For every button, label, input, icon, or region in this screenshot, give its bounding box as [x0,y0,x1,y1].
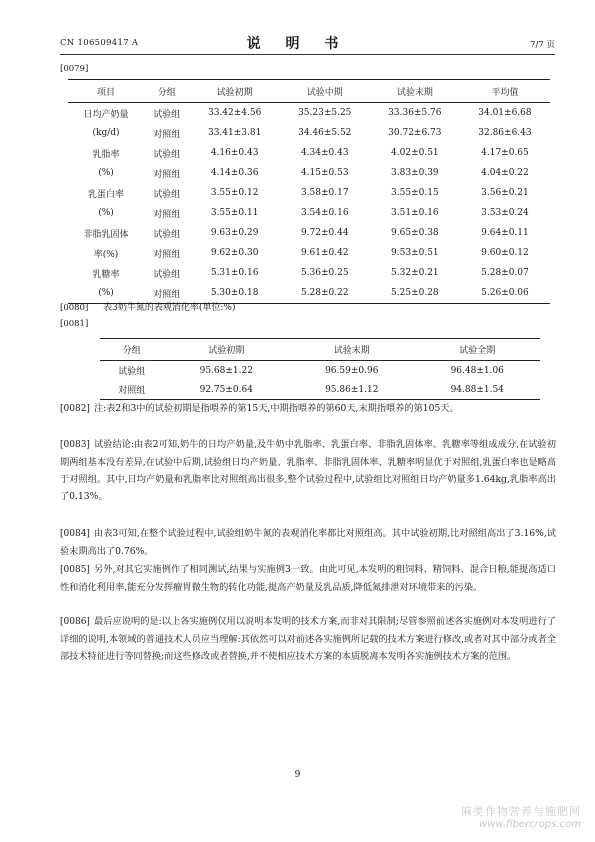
paragraph-0083 [60,436,556,505]
table-cell: 乳糖率 [92,269,120,280]
column-header: 试验初期 [216,87,253,98]
table-cell: 9.64±0.11 [481,228,529,238]
table-row [68,143,550,163]
table-cell: 3.53±0.24 [481,208,529,218]
table-cell: 对照组 [153,289,181,300]
patent-number: CN 106509417 A [60,38,139,48]
table-cell: 9.61±0.42 [300,248,349,258]
table-cell: 34.01±6.68 [478,108,532,118]
table-cell: 对照组 [118,386,146,396]
table-header-row [68,80,550,103]
paragraph-number: [0086] [60,617,90,627]
table-cell: 32.86±6.43 [478,128,532,138]
table-cell: 4.02±0.51 [391,148,439,158]
table-cell: 对照组 [153,209,181,220]
table-cell: 9.60±0.12 [481,248,529,258]
table-cell: 5.30±0.18 [210,288,259,298]
table-cell: 率(%) [93,249,119,260]
paragraph-text: 另外,对其它实施例作了相同测试,结果与实施例3一致。由此可见,本发明的粗饲料、精饲料、混合日粮,能提高适口性和消化利用率,能充分发挥瘤胃微生物的转化功能,提高产奶量及乳品质,降低氮排泄对环境带来的污染。 [60,564,556,593]
paragraph-number: [0083] [60,440,90,450]
table-cell: 96.59±0.96 [325,365,379,376]
column-header: 平均值 [491,87,519,98]
paragraph-text: 试验结论:由表2可知,奶牛的日均产奶量,及牛奶中乳脂率、乳蛋白率、非脂乳固体率、乳糖率等组成成分,在试验初期两组基本没有差异,在试验中后期,试验组日均产奶量、乳脂率、非脂乳固体率、乳糖率明显优于对照组,乳蛋白率也是略高于对照组。其中,日均产奶量和乳脂率比对照组高出很多,整个试验过程中,试验组比对照组日均产奶量多1.64kg,乳脂率高出了0.13%。 [60,439,556,502]
column-header: 试验末期 [396,87,433,98]
table-cell: 对照组 [153,249,181,260]
table-cell: 试验组 [118,367,146,377]
table-cell: 4.16±0.43 [210,148,259,158]
table-cell: 4.14±0.36 [210,168,259,178]
paragraph-number-0081: [0081] [60,319,89,329]
paragraph-text: 由表3可知,在整个试验过程中,试验组奶牛氮的表观消化率都比对照组高。其中试验初期,比对照组高出了3.16%,试验末期高出了0.76%。 [60,528,556,557]
table-row [68,163,550,183]
table-cell: 3.54±0.16 [300,208,349,218]
table-row [68,203,550,223]
table-cell: 33.42±4.56 [207,108,262,118]
document-title: 说 明 书 [246,36,349,52]
paragraph-0084 [60,525,556,560]
table3-caption [60,300,235,313]
page-reference: 7/7 页 [530,40,555,50]
column-header: 项目 [96,87,115,98]
table-cell: 30.72±6.73 [388,128,442,138]
paragraph-text: 注:表2和3中的试验初期是指喂养的第15天,中期指喂养的第60天,末期指喂养的第105天。 [93,403,459,414]
paragraph-number: [0084] [60,529,90,539]
table-cell: 96.48±1.06 [450,365,504,376]
table-row [100,361,540,381]
paragraph-0085 [60,561,556,596]
table-cell: 试验组 [153,189,181,200]
table-cell: 试验组 [153,269,181,280]
table-cell: 3.51±0.16 [391,208,439,218]
watermark-url: www.fibercrops.com [479,819,581,830]
table-cell: 94.88±1.54 [450,384,504,395]
table-cell: 9.53±0.51 [391,248,439,258]
table-cell: 3.83±0.39 [391,168,439,178]
table-cell: 33.36±5.76 [388,108,442,118]
table-cell: 对照组 [153,169,181,180]
table-row [68,243,550,263]
header-divider [60,54,555,55]
table-cell: 4.34±0.43 [300,148,349,158]
table-cell: 3.56±0.21 [481,188,529,198]
table-cell: 3.58±0.17 [300,188,349,198]
table-cell: 试验组 [153,109,181,120]
column-header: 试验初期 [208,346,245,356]
table-cell: (%) [98,168,114,178]
paragraph-0082 [60,400,556,418]
column-header: 试验末期 [333,346,370,356]
table-cell: 9.65±0.38 [391,228,439,238]
paragraph-number-0079: [0079] [60,64,89,74]
table-row [100,380,540,400]
table-cell: 试验组 [153,149,181,160]
table-row [68,263,550,283]
column-header: 试验中期 [306,87,343,98]
table-cell: 试验组 [153,229,181,240]
table-cell: 95.86±1.12 [325,384,379,395]
table-row [68,123,550,143]
watermark-site-name: 麻类作物营养与施肥网 [461,805,581,818]
table-cell: 乳脂率 [92,149,120,160]
table-cell: 日均产奶量 [83,109,129,120]
site-watermark [461,803,581,830]
table-cell: (%) [98,208,114,218]
nitrogen-digestibility-table [100,338,540,400]
table-cell: 5.32±0.21 [391,268,439,278]
paragraph-0086 [60,613,556,665]
table-cell: 3.55±0.15 [391,188,439,198]
table-cell: 92.75±0.64 [199,384,253,395]
table-cell: 5.36±0.25 [300,268,349,278]
column-header: 试验全期 [459,346,496,356]
table-cell: 5.25±0.28 [391,288,439,298]
table-cell: 对照组 [153,129,181,140]
page-number: 9 [294,770,301,780]
table-cell: 33.41±3.81 [207,128,262,138]
table-cell: 乳蛋白率 [87,189,124,200]
table-cell: 4.17±0.65 [481,148,529,158]
table-cell: 5.28±0.07 [481,268,529,278]
paragraph-number: [0085] [60,565,90,575]
paragraph-number: [0082] [60,404,90,414]
table-row [68,223,550,243]
paragraph-text: 最后应说明的是:以上各实施例仅用以说明本发明的技术方案,而非对其限制;尽管参照前述各实施例对本发明进行了详细的说明,本领域的普通技术人员应当理解:其依然可以对前述各实施例所记载的技术方案进行修改,或者对其中部分或者全部技术特征进行等同替换;而这些修改或者替换,并不使相应技术方案的本质脱离本发明各实施例技术方案的范围。 [60,616,556,662]
column-header: 分组 [157,87,176,98]
table-row [68,183,550,203]
table-cell: 5.26±0.06 [481,288,529,298]
table-cell: 非脂乳固体 [83,229,129,240]
column-header: 分组 [122,346,141,356]
table-cell: (%) [98,288,114,298]
table-cell: 3.55±0.11 [210,208,259,218]
paragraph-number-0080: [0080] [60,303,89,313]
table-cell: 4.04±0.22 [481,168,529,178]
table-cell: (kg/d) [92,128,120,138]
table-cell: 5.28±0.22 [300,288,349,298]
table-cell: 4.15±0.53 [300,168,349,178]
table-cell: 5.31±0.16 [210,268,259,278]
table-cell: 34.46±5.52 [298,128,352,138]
table-cell: 35.23±5.25 [298,108,352,118]
table-cell: 95.68±1.22 [199,365,253,376]
table-cell: 9.63±0.29 [210,228,259,238]
table3-caption-text: 表3奶牛氮的表观消化率(单位:%) [103,303,236,313]
table-cell: 9.62±0.30 [210,248,259,258]
table-cell: 9.72±0.44 [300,228,349,238]
milk-performance-table [68,79,550,304]
table-header-row [100,339,540,361]
table-row [68,103,550,124]
table-cell: 3.55±0.12 [210,188,259,198]
